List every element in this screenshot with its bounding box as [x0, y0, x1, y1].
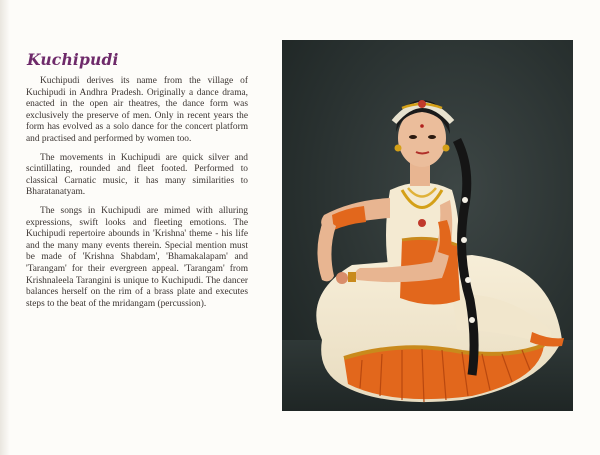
- hands-mudra: [336, 272, 348, 284]
- pendant: [418, 219, 426, 227]
- left-eye: [409, 135, 417, 139]
- dancer-photo: [282, 40, 573, 411]
- bangles: [348, 272, 356, 282]
- head-jewel: [418, 100, 426, 108]
- article-title: Kuchipudi: [27, 50, 119, 69]
- right-eye: [428, 135, 436, 139]
- paragraph-origin: Kuchipudi derives its name from the village of Kuchipudi in Andhra Pradesh. Originally a dance drama, enacted in the open air theatres, the dance form was exclusively the preserve of men. Only in recent years the form has evolved as a solo dance for the concert platform and practised and performed by women too.: [26, 76, 248, 144]
- right-earring: [443, 145, 450, 152]
- paragraph-movements: The movements in Kuchipudi are quick silver and scintillating, rounded and fleet footed. Performed to classical Carnatic music, it has many similarities to Bharatanatyam.: [26, 152, 248, 198]
- paragraph-songs: The songs in Kuchipudi are mimed with alluring expressions, swift looks and fleeting emotions. The Kuchipudi repertoire abounds in 'Krishna' theme - his life and the many many events therein. Special mention must be made of 'Krishna Shabdam', 'Bhamakalapam' and 'Tarangam' for their evergreen appeal. 'Tarangam' from Krishnaleela Tarangini is unique to Kuchipudi. The dancer balances herself on the rim of a brass plate and executes steps to the beat of the mridangam (percussion).: [26, 205, 248, 309]
- page-binding-shadow: [0, 0, 10, 455]
- dancer-illustration: [282, 40, 573, 411]
- left-forearm: [317, 218, 336, 281]
- left-earring: [395, 145, 402, 152]
- bindi: [420, 124, 424, 128]
- article-body: [26, 76, 248, 317]
